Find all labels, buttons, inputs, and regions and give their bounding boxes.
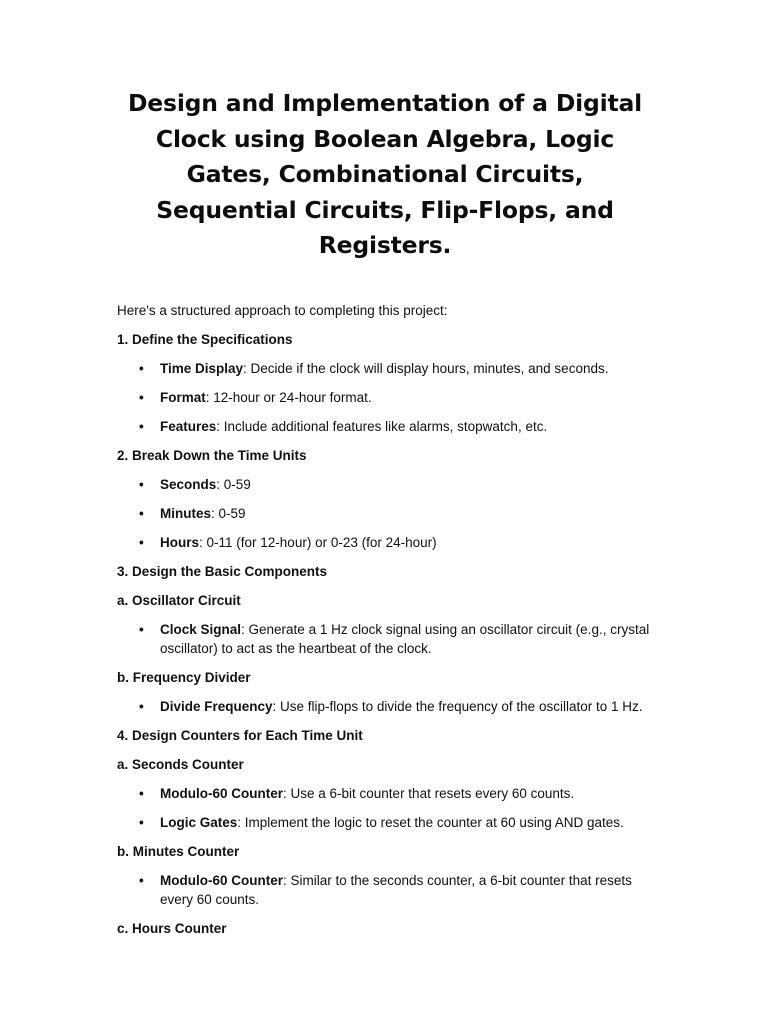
document-title: Design and Implementation of a Digital Clock using Boolean Algebra, Logic Gates, Combinational Circuits, Sequential Circuits, Flip-Flops, and Registers. — [127, 89, 643, 259]
bullet-icon: • — [139, 534, 144, 550]
list-item — [117, 871, 653, 909]
seconds-counter-list — [117, 784, 653, 832]
bullet-icon: • — [139, 785, 144, 801]
list-item — [117, 417, 653, 436]
item-description: : Use a 6-bit counter that resets every 60 counts. — [283, 785, 575, 801]
oscillator-list — [117, 620, 653, 658]
item-description: : Generate a 1 Hz clock signal using an oscillator circuit (e.g., crystal oscillator) to act as the heartbeat of the clock. — [160, 621, 650, 656]
item-description: : 0-59 — [211, 505, 246, 521]
item-description: : Include additional features like alarms, stopwatch, etc. — [216, 418, 548, 434]
item-term: Hours — [160, 534, 200, 550]
subsection-heading-hours-counter: c. Hours Counter — [117, 920, 227, 936]
bullet-icon: • — [139, 389, 144, 405]
bullet-icon: • — [139, 872, 144, 888]
list-item — [117, 697, 653, 716]
bullet-icon: • — [139, 418, 144, 434]
item-term: Logic Gates — [160, 814, 238, 830]
item-term: Divide Frequency — [160, 698, 273, 714]
item-description: : Implement the logic to reset the counter at 60 using AND gates. — [237, 814, 624, 830]
item-description: : 12-hour or 24-hour format. — [205, 389, 372, 405]
bullet-icon: • — [139, 476, 144, 492]
document-page — [117, 86, 653, 948]
list-item — [117, 475, 653, 494]
item-description: : Similar to the seconds counter, a 6-bit counter that resets every 60 counts. — [160, 872, 632, 907]
item-description: : 0-11 (for 12-hour) or 0-23 (for 24-hour) — [199, 534, 437, 550]
item-description: : Decide if the clock will display hours, minutes, and seconds. — [243, 360, 609, 376]
item-term: Time Display — [160, 360, 244, 376]
section-heading-specifications: 1. Define the Specifications — [117, 331, 293, 347]
list-item — [117, 813, 653, 832]
bullet-icon: • — [139, 360, 144, 376]
list-item — [117, 533, 653, 552]
list-item — [117, 504, 653, 523]
bullet-icon: • — [139, 698, 144, 714]
item-term: Modulo-60 Counter — [160, 872, 283, 888]
list-item — [117, 388, 653, 407]
item-term: Clock Signal — [160, 621, 242, 637]
subsection-heading-frequency-divider: b. Frequency Divider — [117, 669, 251, 685]
document-body — [117, 301, 653, 938]
time-units-list — [117, 475, 653, 552]
list-item — [117, 620, 653, 658]
item-term: Minutes — [160, 505, 212, 521]
bullet-icon: • — [139, 621, 144, 637]
item-description: : Use flip-flops to divide the frequency of the oscillator to 1 Hz. — [272, 698, 643, 714]
list-item — [117, 784, 653, 803]
subsection-heading-seconds-counter: a. Seconds Counter — [117, 756, 244, 772]
bullet-icon: • — [139, 505, 144, 521]
subsection-heading-minutes-counter: b. Minutes Counter — [117, 843, 240, 859]
item-term: Features — [160, 418, 217, 434]
minutes-counter-list — [117, 871, 653, 909]
list-item — [117, 359, 653, 378]
item-description: : 0-59 — [216, 476, 251, 492]
bullet-icon: • — [139, 814, 144, 830]
item-term: Seconds — [160, 476, 217, 492]
subsection-heading-oscillator: a. Oscillator Circuit — [117, 592, 241, 608]
item-term: Format — [160, 389, 206, 405]
specifications-list — [117, 359, 653, 436]
section-heading-time-units: 2. Break Down the Time Units — [117, 447, 307, 463]
section-heading-counters: 4. Design Counters for Each Time Unit — [117, 727, 363, 743]
item-term: Modulo-60 Counter — [160, 785, 283, 801]
intro-paragraph: Here's a structured approach to completing this project: — [117, 302, 448, 318]
frequency-divider-list — [117, 697, 653, 716]
section-heading-basic-components: 3. Design the Basic Components — [117, 563, 328, 579]
